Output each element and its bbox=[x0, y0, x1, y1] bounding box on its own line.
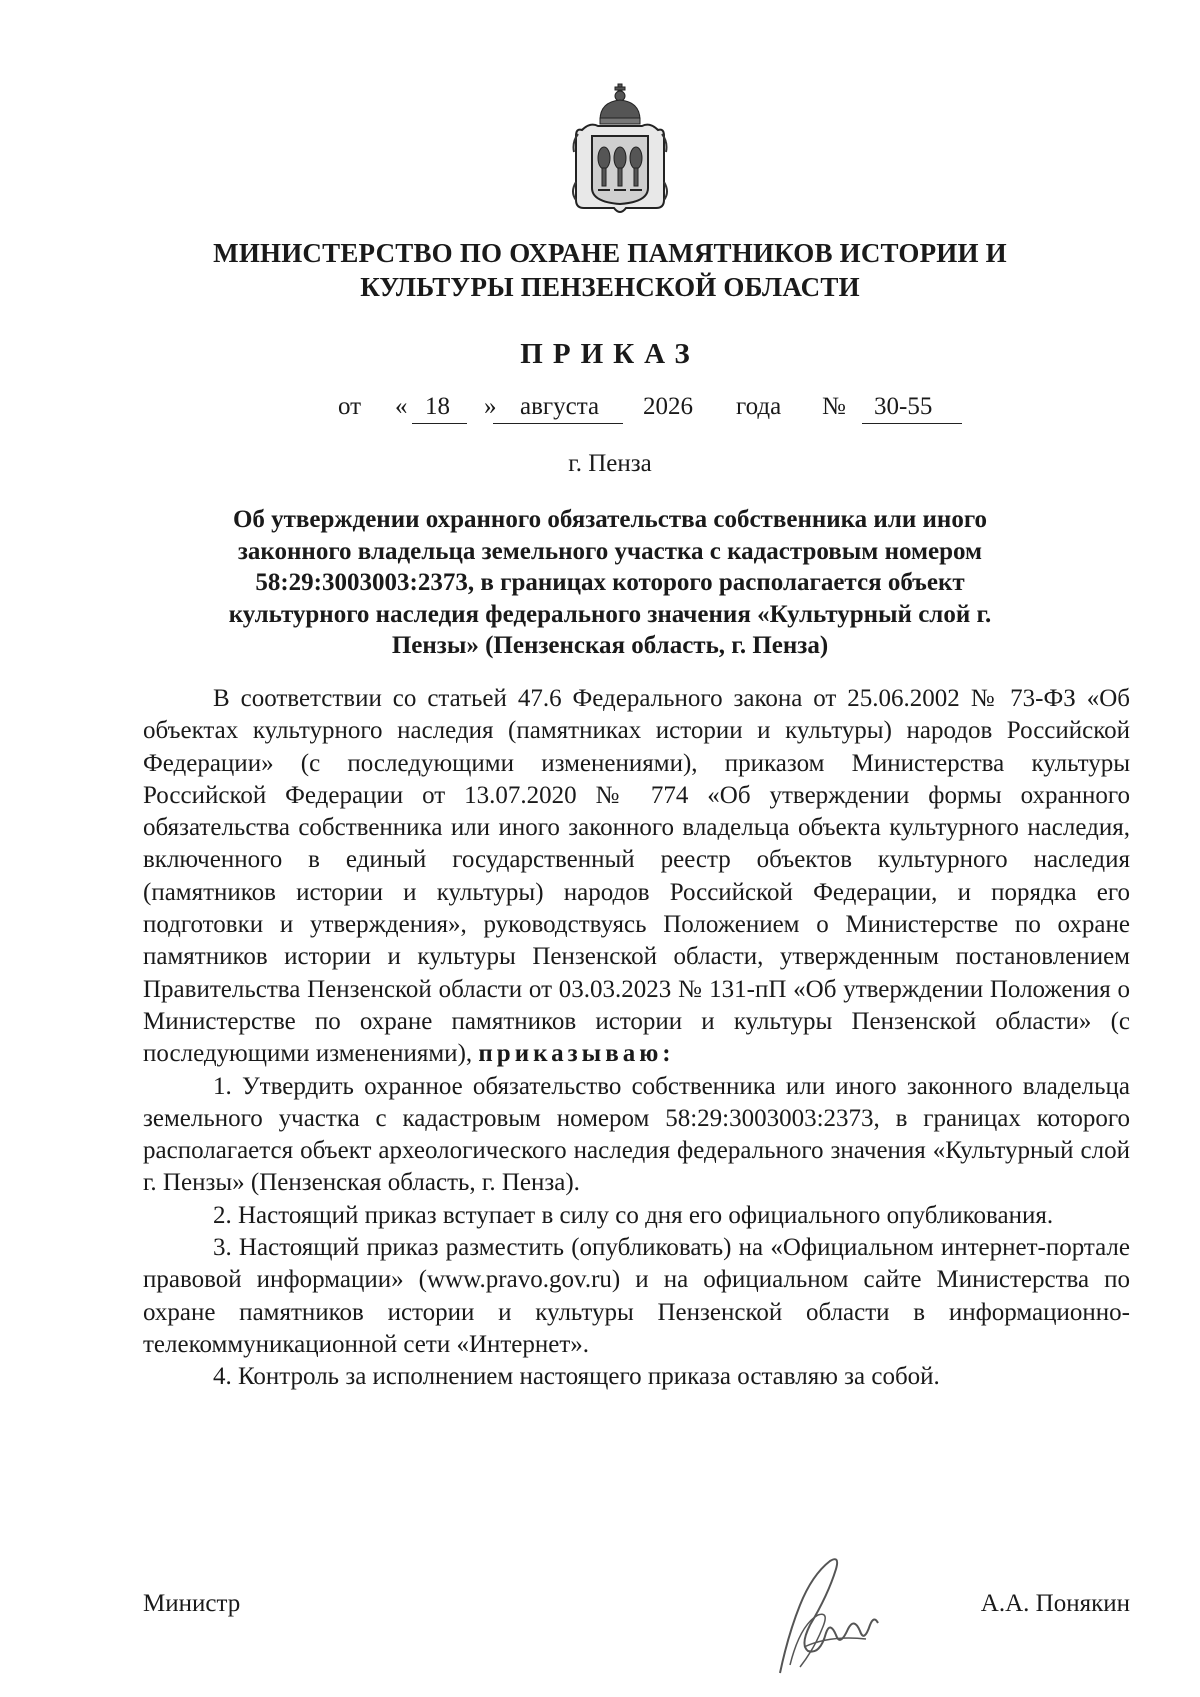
item-2: 2. Настоящий приказ вступает в силу со дня его официального опубликования. bbox=[213, 1201, 1054, 1229]
item-1: 1. Утвердить охранное обязательство собственника или иного законного владельца земельного участка с кадастровым номером 58:29:3003003:2373, в границах которого располагается объект археологического наследия федерального значения «Культурный слой г. Пензы» (Пензенская область, г. Пенза). bbox=[143, 1072, 1130, 1197]
year-word: года bbox=[736, 393, 782, 420]
order-directive: приказываю: bbox=[478, 1040, 675, 1068]
coat-of-arms-icon bbox=[570, 82, 670, 222]
ministry-name-line-2: КУЛЬТУРЫ ПЕНЗЕНСКОЙ ОБЛАСТИ bbox=[360, 272, 860, 302]
quote-open: « bbox=[395, 393, 408, 420]
preamble-paragraph bbox=[143, 683, 1130, 1071]
document-body bbox=[143, 683, 1130, 1394]
item-4: 4. Контроль за исполнением настоящего приказа оставляю за собой. bbox=[213, 1363, 940, 1391]
order-number: 30-55 bbox=[874, 393, 933, 420]
document-title: Об утверждении охранного обязательства собственника или иного законного владельца земельного участка с кадастровым номером 58:29:3003003:2373, в границах которого располагается объект культурного наследия федерального значения «Культурный слой г. Пензы» (Пензенская область, г. Пенза) bbox=[228, 506, 992, 660]
signature-block bbox=[143, 1590, 1130, 1630]
date-prefix: от bbox=[338, 393, 362, 420]
quote-close: » bbox=[484, 393, 497, 420]
date-month: августа bbox=[520, 393, 600, 420]
ministry-name-line-1: МИНИСТЕРСТВО ПО ОХРАНЕ ПАМЯТНИКОВ ИСТОРИИ И bbox=[213, 238, 1007, 268]
day-underline bbox=[412, 423, 467, 424]
signer-name: А.А. Понякин bbox=[980, 1590, 1130, 1617]
date-day: 18 bbox=[425, 393, 450, 420]
number-sign: № bbox=[822, 393, 846, 420]
document-type: ПРИКАЗ bbox=[520, 338, 700, 370]
number-underline bbox=[862, 423, 962, 424]
date-number-line bbox=[0, 393, 1200, 427]
item-3: 3. Настоящий приказ разместить (опубликовать) на «Официальном интернет-портале правовой информации» (www.pravo.gov.ru) и на официальном сайте Министерства по охране памятников истории и культуры Пензенской области в информационно-телекоммуникационной сети «Интернет». bbox=[143, 1234, 1130, 1358]
preamble-text: В соответствии со статьей 47.6 Федерального закона от 25.06.2002 № 73-ФЗ «Об объектах культурного наследия (памятниках истории и культуры) народов Российской Федерации» (с последующими изменениями), приказом Министерства культуры Российской Федерации от 13.07.2020 № 774 «Об утверждении формы охранного обязательства собственника или иного законного владельца объекта культурного наследия, включенного в единый государственный реестр объектов культурного наследия (памятников истории и культуры) народов Российской Федерации, и порядка его подготовки и утверждения», руководствуясь Положением о Министерстве по охране памятников истории и культуры Пензенской области, утвержденным постановлением Правительства Пензенской области от 03.03.2023 № 131-пП «Об утверждении Положения о Министерстве по охране памятников истории и культуры Пензенской области» (с последующими изменениями), bbox=[143, 685, 1130, 1068]
signer-position: Министр bbox=[143, 1590, 241, 1617]
city: г. Пенза bbox=[568, 450, 652, 477]
month-underline bbox=[493, 423, 623, 424]
date-year: 2026 bbox=[643, 393, 693, 420]
